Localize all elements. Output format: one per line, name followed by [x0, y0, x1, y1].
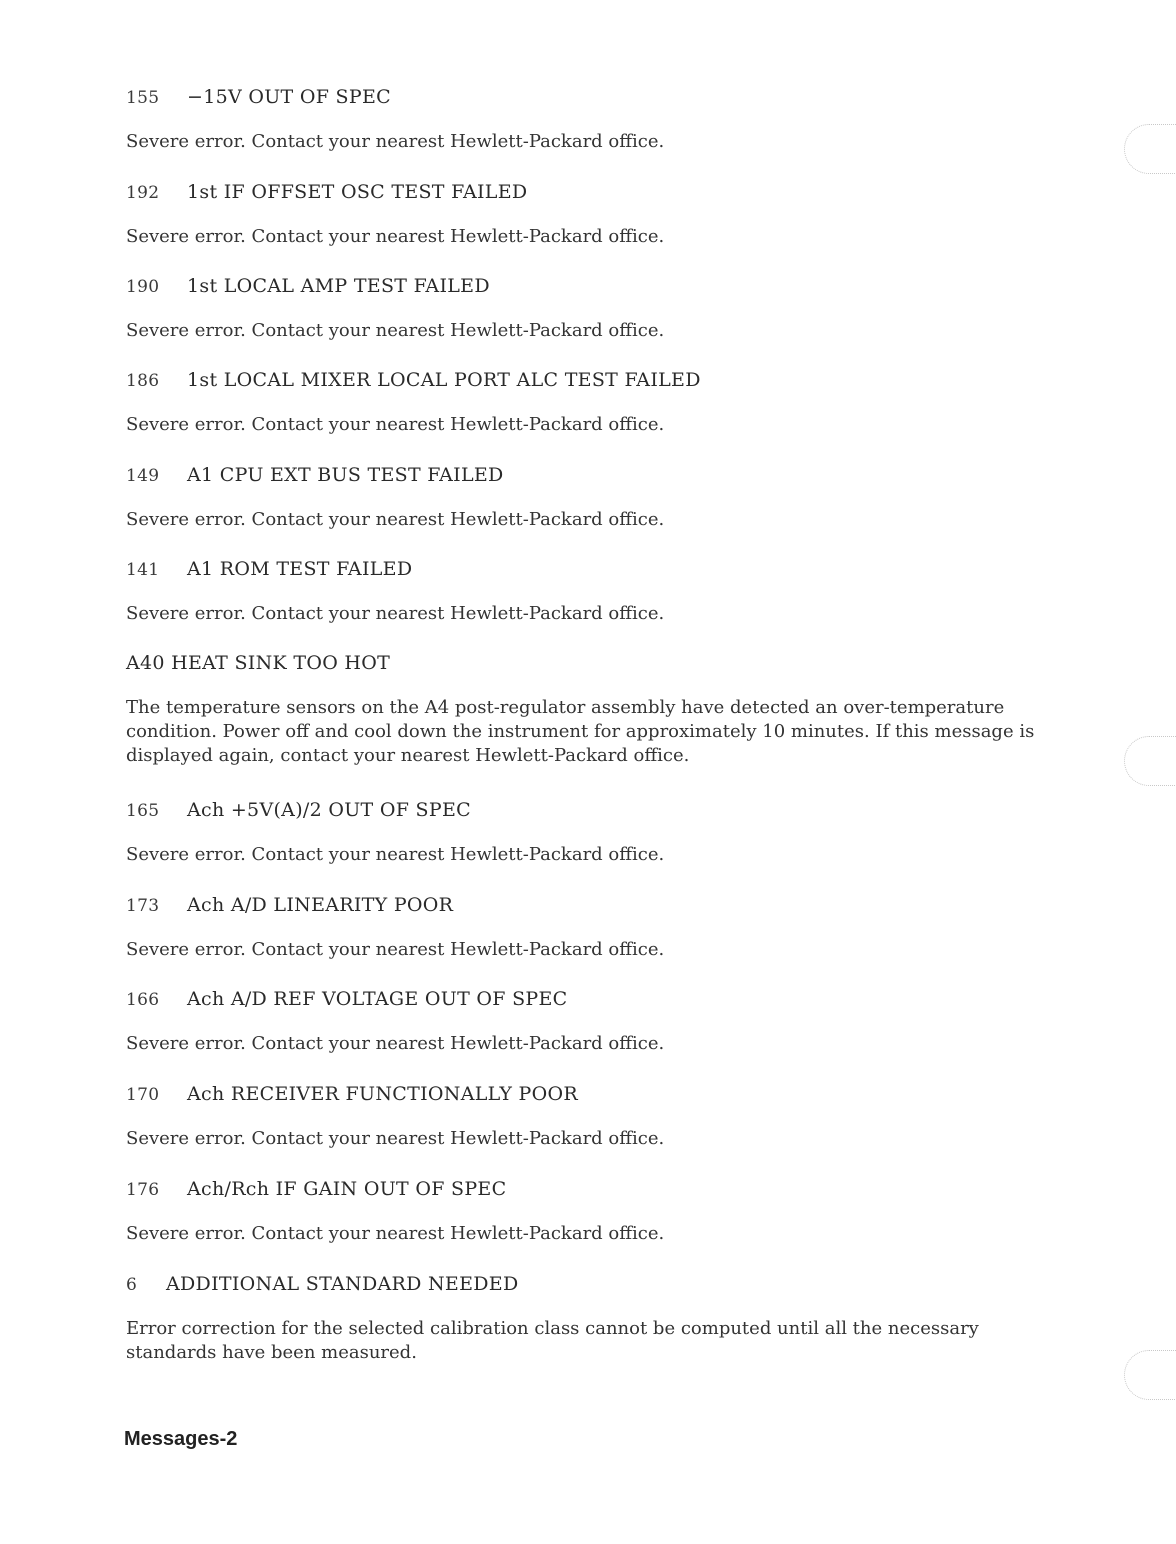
message-heading — [126, 652, 1038, 674]
message-heading — [126, 181, 1056, 203]
message-heading — [126, 988, 1056, 1010]
message-description: Severe error. Contact your nearest Hewlett-Packard office. — [126, 509, 665, 530]
message-description: Severe error. Contact your nearest Hewlett-Packard office. — [126, 414, 665, 435]
message-entry — [126, 1083, 1056, 1151]
message-code: 6 — [126, 1275, 138, 1295]
message-description: Severe error. Contact your nearest Hewlett-Packard office. — [126, 939, 665, 960]
message-description: Severe error. Contact your nearest Hewlett-Packard office. — [126, 603, 665, 624]
message-description: Error correction for the selected calibration class cannot be computed until all the necessary standards have been measured. — [126, 1318, 979, 1363]
message-heading — [126, 369, 1056, 391]
message-entry — [126, 275, 1056, 343]
message-heading — [126, 464, 1056, 486]
page-footer-label: Messages-2 — [124, 1428, 238, 1450]
message-description: Severe error. Contact your nearest Hewlett-Packard office. — [126, 1223, 665, 1244]
message-code: 176 — [126, 1180, 160, 1200]
message-title: Ach A/D REF VOLTAGE OUT OF SPEC — [187, 988, 568, 1010]
message-entry — [126, 799, 1056, 867]
message-description: Severe error. Contact your nearest Hewlett-Packard office. — [126, 844, 665, 865]
message-title: 1st LOCAL MIXER LOCAL PORT ALC TEST FAILED — [187, 369, 701, 391]
message-description: Severe error. Contact your nearest Hewlett-Packard office. — [126, 320, 665, 341]
message-title: Ach/Rch IF GAIN OUT OF SPEC — [187, 1178, 507, 1200]
message-title: A1 ROM TEST FAILED — [187, 558, 413, 580]
message-description: Severe error. Contact your nearest Hewlett-Packard office. — [126, 1128, 665, 1149]
message-code: 166 — [126, 990, 160, 1010]
message-code: 155 — [126, 88, 160, 108]
binder-hole-mark — [1124, 124, 1176, 174]
message-heading — [126, 86, 1056, 108]
message-code: 149 — [126, 466, 160, 486]
message-title: A1 CPU EXT BUS TEST FAILED — [187, 464, 504, 486]
message-title: ADDITIONAL STANDARD NEEDED — [166, 1273, 519, 1295]
message-heading — [126, 558, 1056, 580]
message-entry — [126, 86, 1056, 154]
message-heading — [126, 1083, 1056, 1105]
message-code: 173 — [126, 896, 160, 916]
message-code: 186 — [126, 371, 160, 391]
message-heading — [126, 1178, 1056, 1200]
message-description: Severe error. Contact your nearest Hewlett-Packard office. — [126, 131, 665, 152]
message-code: 141 — [126, 560, 160, 580]
message-heading — [126, 275, 1056, 297]
message-entry — [126, 652, 1038, 768]
message-entry — [126, 1273, 1026, 1365]
message-title: −15V OUT OF SPEC — [187, 86, 391, 108]
message-description: Severe error. Contact your nearest Hewlett-Packard office. — [126, 226, 665, 247]
message-code: 190 — [126, 277, 160, 297]
message-description: The temperature sensors on the A4 post-regulator assembly have detected an over-temperature condition. Power off and cool down the instrument for approximately 10 minutes. If this message is displayed again, contact your nearest Hewlett-Packard office. — [126, 697, 1035, 766]
message-title: A40 HEAT SINK TOO HOT — [126, 652, 391, 674]
message-code: 192 — [126, 183, 160, 203]
message-title: Ach RECEIVER FUNCTIONALLY POOR — [187, 1083, 578, 1105]
message-heading — [126, 894, 1056, 916]
binder-hole-mark — [1124, 736, 1176, 786]
message-entry — [126, 1178, 1056, 1246]
message-title: Ach A/D LINEARITY POOR — [187, 894, 454, 916]
message-code: 165 — [126, 801, 160, 821]
message-title: 1st LOCAL AMP TEST FAILED — [187, 275, 490, 297]
message-heading — [126, 799, 1056, 821]
message-title: Ach +5V(A)/2 OUT OF SPEC — [187, 799, 471, 821]
message-entry — [126, 464, 1056, 532]
message-title: 1st IF OFFSET OSC TEST FAILED — [187, 181, 528, 203]
binder-hole-mark — [1124, 1350, 1176, 1400]
message-entry — [126, 558, 1056, 626]
message-heading — [126, 1273, 1026, 1295]
message-entry — [126, 181, 1056, 249]
message-code: 170 — [126, 1085, 160, 1105]
message-entry — [126, 369, 1056, 437]
message-entry — [126, 988, 1056, 1056]
message-description: Severe error. Contact your nearest Hewlett-Packard office. — [126, 1033, 665, 1054]
message-entry — [126, 894, 1056, 962]
